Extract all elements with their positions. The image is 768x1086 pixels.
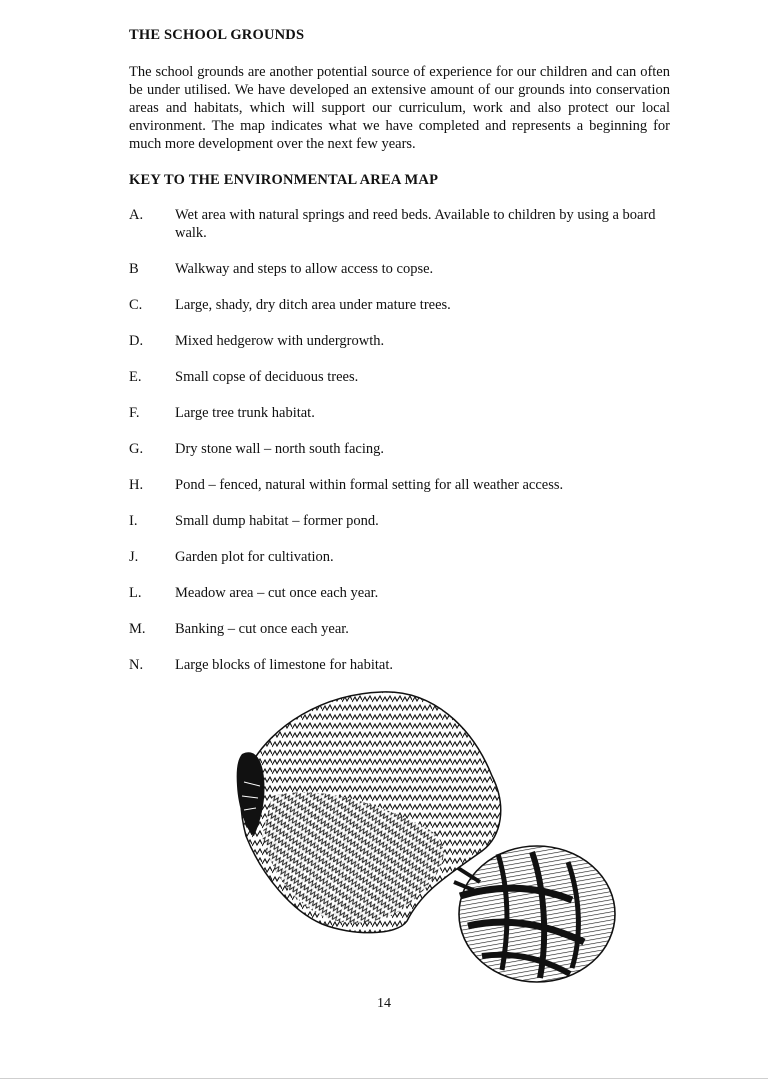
key-letter: B — [129, 261, 139, 277]
key-letter: M. — [129, 621, 146, 637]
key-description: Mixed hedgerow with undergrowth. — [175, 333, 385, 349]
key-item-g — [129, 440, 674, 476]
scan-edge-divider — [0, 1078, 768, 1079]
section-title: THE SCHOOL GROUNDS — [129, 27, 305, 43]
key-description: Large blocks of limestone for habitat. — [175, 657, 393, 673]
key-letter: J. — [129, 549, 139, 565]
key-item-e — [129, 368, 674, 404]
key-letter: D. — [129, 333, 144, 349]
key-description: Banking – cut once each year. — [175, 621, 349, 637]
key-item-i — [129, 512, 674, 548]
key-description: Pond – fenced, natural within formal setting for all weather access. — [175, 477, 564, 493]
key-letter: N. — [129, 657, 144, 673]
key-letter: G. — [129, 441, 144, 457]
key-letter: H. — [129, 477, 144, 493]
key-description: Walkway and steps to allow access to copse. — [175, 261, 434, 277]
key-letter: F. — [129, 405, 140, 421]
key-letter: A. — [129, 207, 144, 223]
key-description: Large, shady, dry ditch area under mature trees. — [175, 297, 451, 313]
key-item-f — [129, 404, 674, 440]
key-description: Wet area with natural springs and reed beds. Available to children by using a board walk. — [175, 207, 656, 241]
key-letter: C. — [129, 297, 143, 313]
key-item-m — [129, 620, 674, 656]
key-description: Small dump habitat – former pond. — [175, 513, 379, 529]
hedgehog-sketch-icon — [232, 686, 622, 1006]
key-item-h — [129, 476, 674, 512]
key-letter: L. — [129, 585, 142, 601]
intro-paragraph: The school grounds are another potential source of experience for our children and can often be under utilised. We have developed an extensive amount of our grounds into conservation areas and habitats, which will support our curriculum, work and also protect our local environment. The map indicates what we have completed and represents a beginning for much more development over the next few years. — [129, 64, 670, 152]
key-description: Large tree trunk habitat. — [175, 405, 315, 421]
key-letter: E. — [129, 369, 142, 385]
key-item-c — [129, 296, 674, 332]
key-item-b — [129, 260, 674, 296]
key-description: Dry stone wall – north south facing. — [175, 441, 385, 457]
key-description: Garden plot for cultivation. — [175, 549, 334, 565]
key-item-d — [129, 332, 674, 368]
key-description: Meadow area – cut once each year. — [175, 585, 379, 601]
key-letter: I. — [129, 513, 138, 529]
key-title: KEY TO THE ENVIRONMENTAL AREA MAP — [129, 172, 439, 188]
key-item-a — [129, 206, 674, 260]
key-item-j — [129, 548, 674, 584]
key-item-l — [129, 584, 674, 620]
page-number: 14 — [377, 996, 391, 1011]
key-description: Small copse of deciduous trees. — [175, 369, 359, 385]
key-list — [129, 206, 674, 692]
